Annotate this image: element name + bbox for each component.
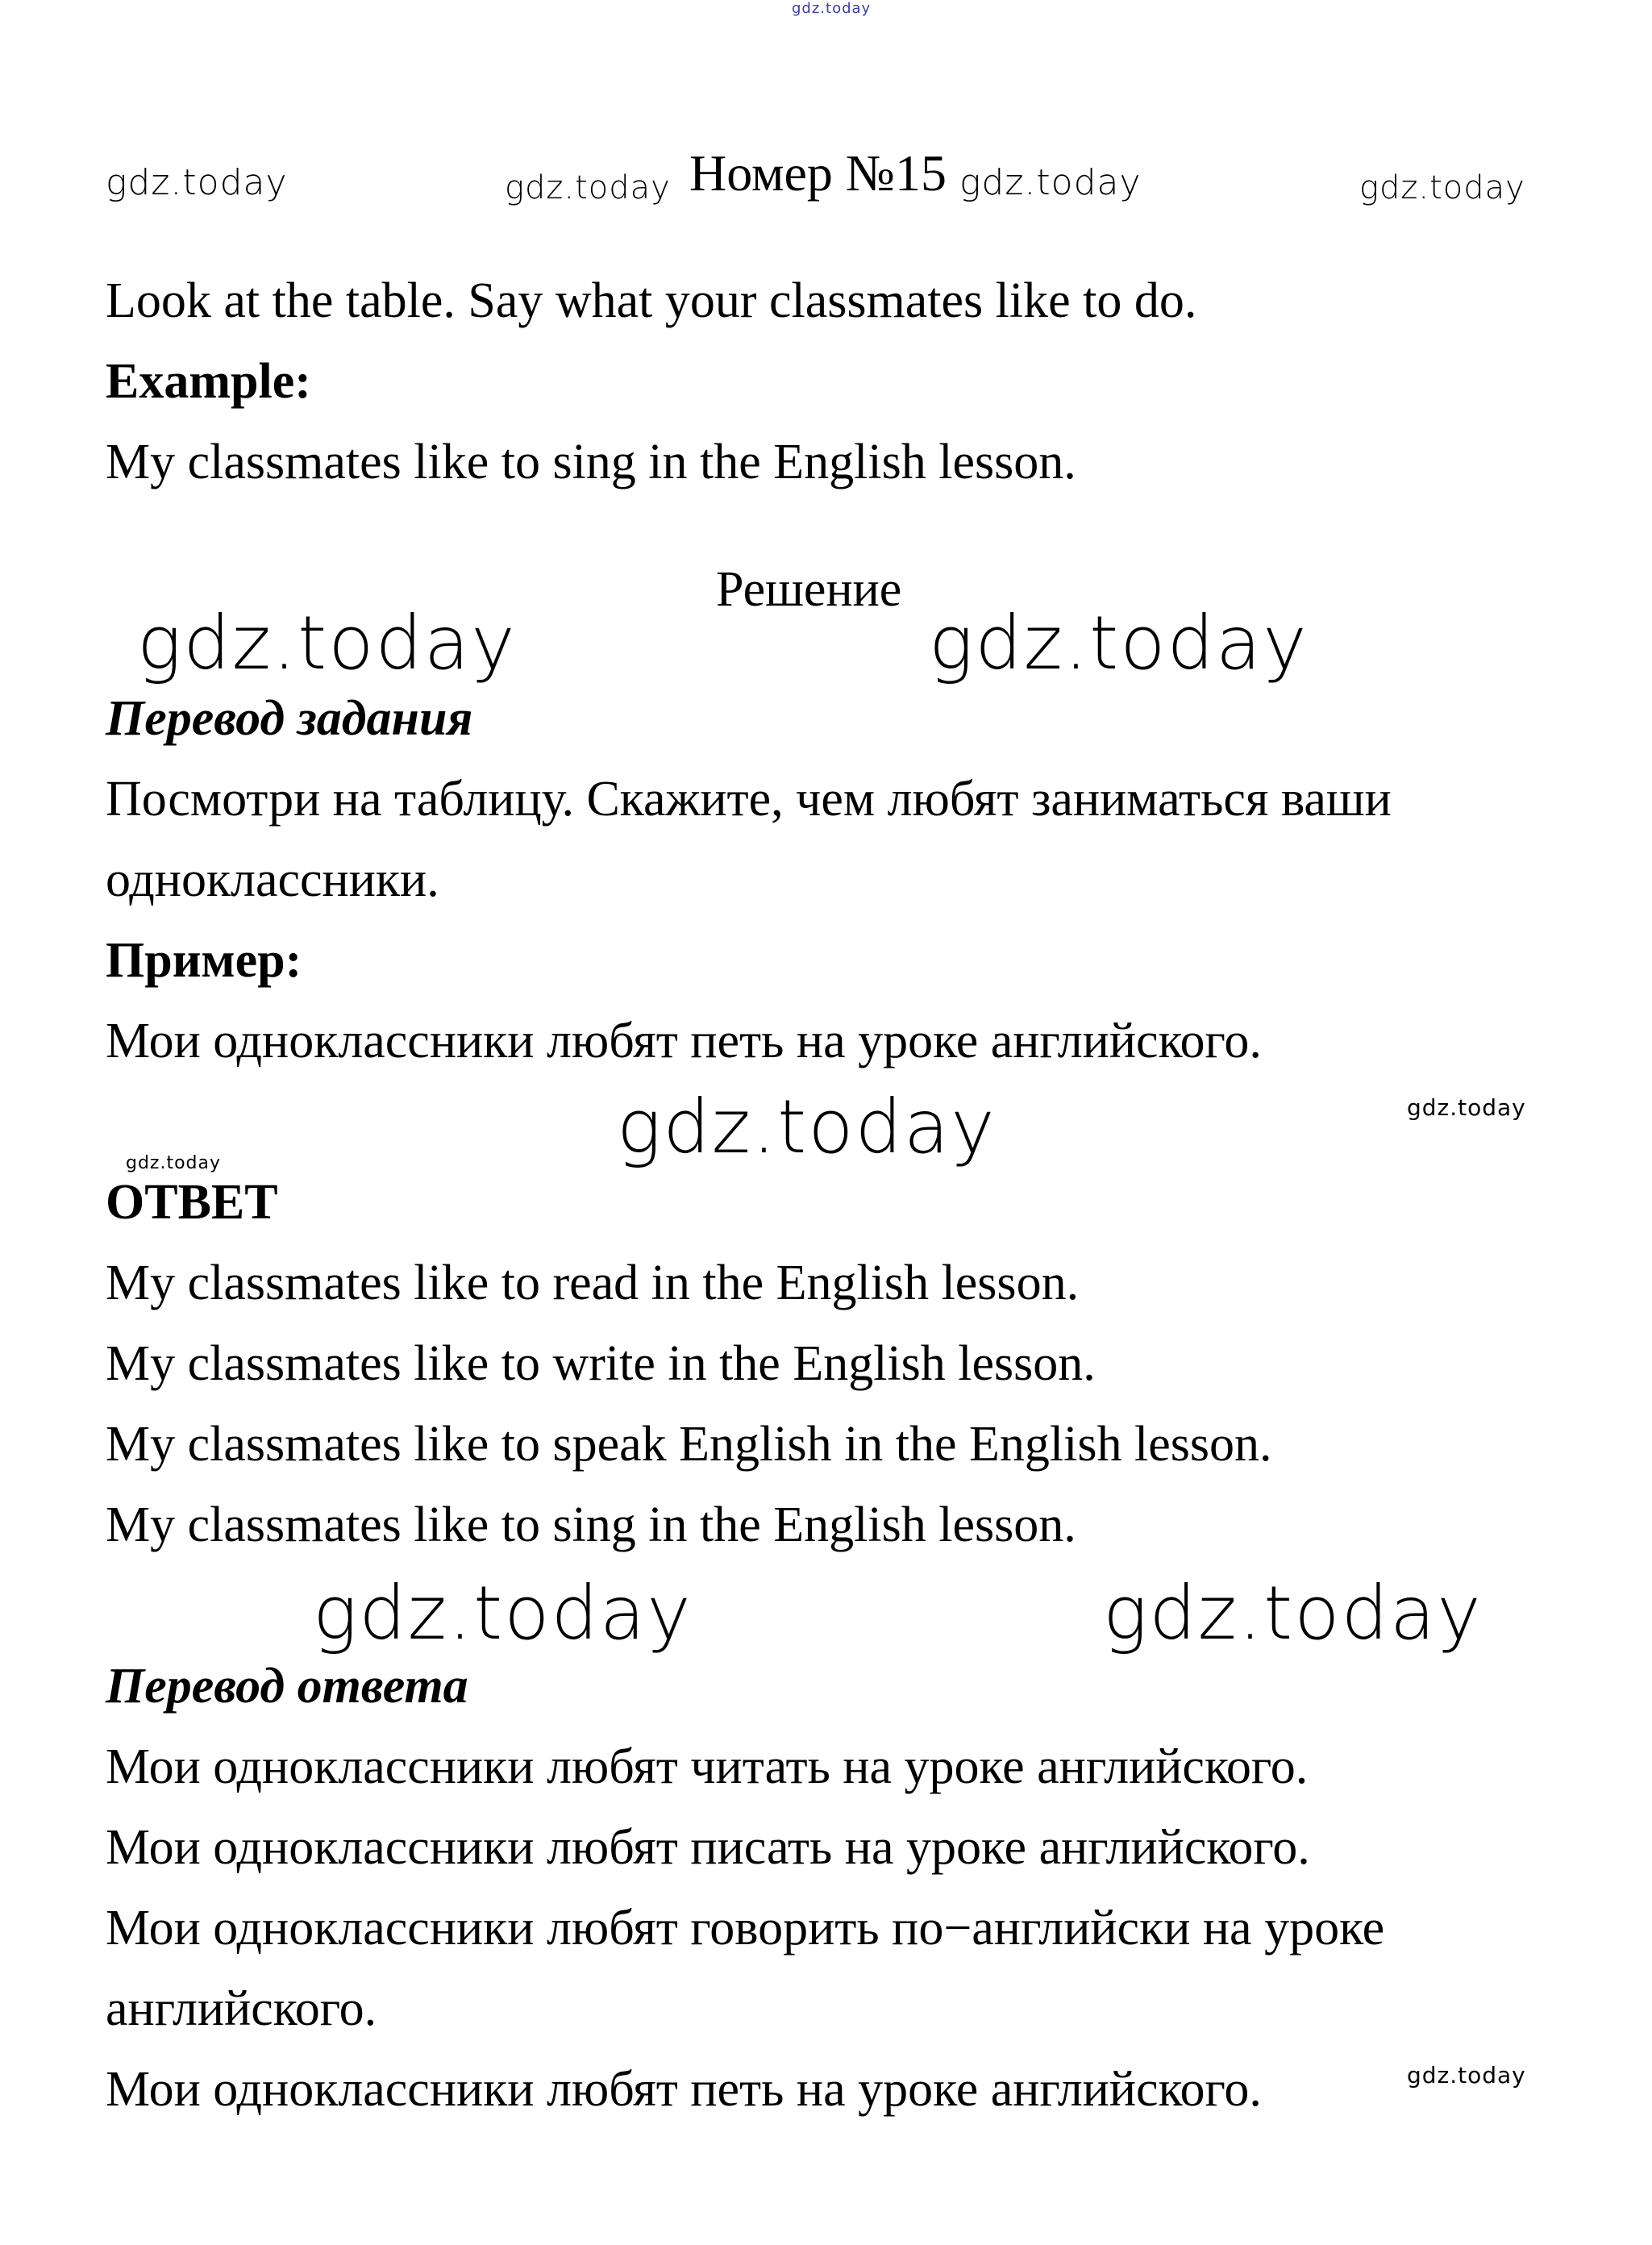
translation-task-line: Посмотри на таблицу. Скажите, чем любят заниматься ваши [106, 772, 1392, 827]
watermark: gdz.today [137, 600, 517, 686]
answer-line: My classmates like to speak English in the English lesson. [106, 1417, 1272, 1472]
example-label: Example: [106, 354, 311, 409]
translation-answer-line: Мои одноклассники любят петь на уроке английского. [106, 2062, 1262, 2117]
watermark: gdz.today [106, 162, 288, 203]
page-title: Номер №15 [689, 144, 947, 202]
watermark: gdz.today [313, 1570, 693, 1656]
solution-label: Решение [716, 562, 902, 617]
answer-heading: ОТВЕТ [106, 1175, 278, 1230]
watermark: gdz.today [792, 0, 872, 17]
watermark: gdz.today [959, 162, 1142, 203]
watermark: gdz.today [1359, 169, 1525, 206]
translation-answer-line: английского. [106, 1981, 377, 2036]
task-instruction: Look at the table. Say what your classmates like to do. [106, 273, 1197, 328]
translation-answer-line: Мои одноклассники любят читать на уроке английского. [106, 1739, 1309, 1794]
watermark: gdz.today [617, 1084, 997, 1170]
answer-line: My classmates like to read in the English lesson. [106, 1256, 1080, 1310]
translation-answer-heading: Перевод ответа [106, 1659, 468, 1714]
translation-answer-line: Мои одноклассники любят писать на уроке английского. [106, 1820, 1310, 1875]
translation-example-label: Пример: [106, 933, 302, 988]
translation-task-line: одноклассники. [106, 852, 439, 907]
translation-answer-line: Мои одноклассники любят говорить по−английски на уроке [106, 1901, 1385, 1956]
translation-example-text: Мои одноклассники любят петь на уроке английского. [106, 1014, 1262, 1068]
example-text: My classmates like to sing in the English lesson. [106, 435, 1076, 489]
watermark: gdz.today [1407, 1094, 1526, 1121]
watermark: gdz.today [505, 169, 671, 206]
answer-line: My classmates like to sing in the English lesson. [106, 1497, 1076, 1552]
watermark: gdz.today [1407, 2062, 1526, 2089]
watermark: gdz.today [126, 1153, 222, 1173]
watermark: gdz.today [929, 600, 1309, 686]
watermark: gdz.today [1103, 1570, 1483, 1656]
answer-line: My classmates like to write in the English lesson. [106, 1336, 1096, 1391]
translation-task-heading: Перевод задания [106, 691, 473, 746]
